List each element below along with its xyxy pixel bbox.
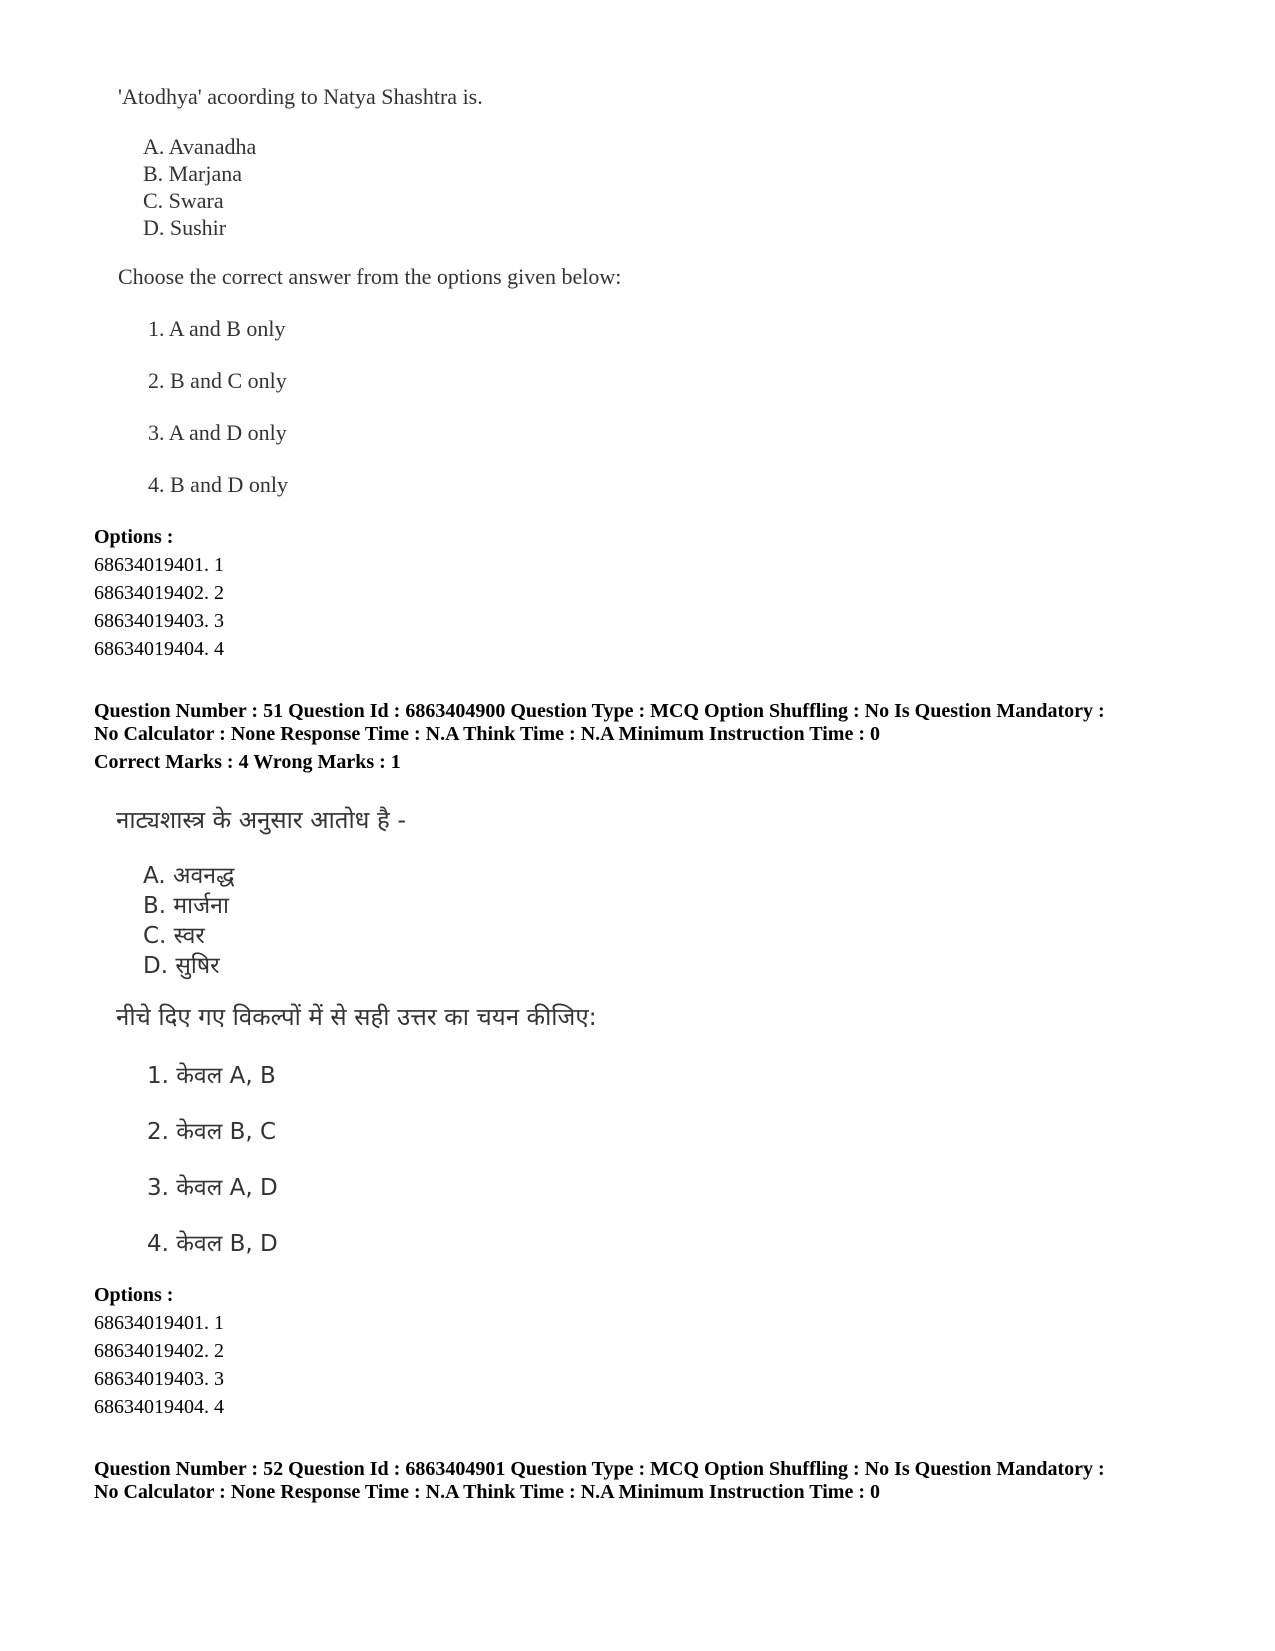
answer-choice: 2. B and C only: [148, 368, 287, 393]
statement-item: B. Marjana: [143, 161, 242, 186]
options-label: Options :: [94, 1284, 174, 1306]
answer-choice: 3. A and D only: [148, 420, 287, 445]
answer-choice-hindi: 3. केवल A, D: [147, 1175, 278, 1201]
statement-item-hindi: C. स्वर: [143, 923, 205, 949]
answer-choice-hindi: 4. केवल B, D: [147, 1231, 278, 1257]
answer-choice-hindi: 2. केवल B, C: [147, 1119, 277, 1145]
statement-item-hindi: A. अवनद्ध: [143, 863, 235, 889]
statement-item: C. Swara: [143, 188, 224, 213]
question-text-hindi: नाट्यशास्त्र के अनुसार आतोध है -: [116, 806, 407, 834]
question-meta-line: No Calculator : None Response Time : N.A Think Time : N.A Minimum Instruction Time : 0: [94, 1481, 880, 1503]
answer-choice: 1. A and B only: [148, 316, 286, 341]
statement-item-hindi: B. मार्जना: [143, 893, 229, 919]
answer-choice: 4. B and D only: [148, 472, 288, 497]
statement-item-hindi: D. सुषिर: [143, 953, 220, 979]
option-id: 68634019402. 2: [94, 582, 224, 604]
marks-line: Correct Marks : 4 Wrong Marks : 1: [94, 751, 401, 773]
statement-item: A. Avanadha: [143, 134, 257, 159]
statement-item: D. Sushir: [143, 215, 227, 240]
option-id: 68634019403. 3: [94, 610, 224, 632]
question-meta-line: Question Number : 52 Question Id : 6863404901 Question Type : MCQ Option Shuffling : No Is Question Mandatory :: [94, 1458, 1105, 1480]
question-text: 'Atodhya' acoording to Natya Shashtra is.: [118, 84, 483, 109]
option-id: 68634019401. 1: [94, 1312, 224, 1334]
instruction-text-hindi: नीचे दिए गए विकल्पों में से सही उत्तर का चयन कीजिए:: [116, 1003, 597, 1031]
option-id: 68634019404. 4: [94, 638, 224, 660]
answer-choice-hindi: 1. केवल A, B: [147, 1063, 276, 1089]
instruction-text: Choose the correct answer from the options given below:: [118, 264, 622, 289]
options-label: Options :: [94, 526, 174, 548]
question-meta-line: Question Number : 51 Question Id : 6863404900 Question Type : MCQ Option Shuffling : No Is Question Mandatory :: [94, 700, 1105, 722]
option-id: 68634019401. 1: [94, 554, 224, 576]
question-meta-line: No Calculator : None Response Time : N.A Think Time : N.A Minimum Instruction Time : 0: [94, 723, 880, 745]
option-id: 68634019402. 2: [94, 1340, 224, 1362]
option-id: 68634019403. 3: [94, 1368, 224, 1390]
option-id: 68634019404. 4: [94, 1396, 224, 1418]
